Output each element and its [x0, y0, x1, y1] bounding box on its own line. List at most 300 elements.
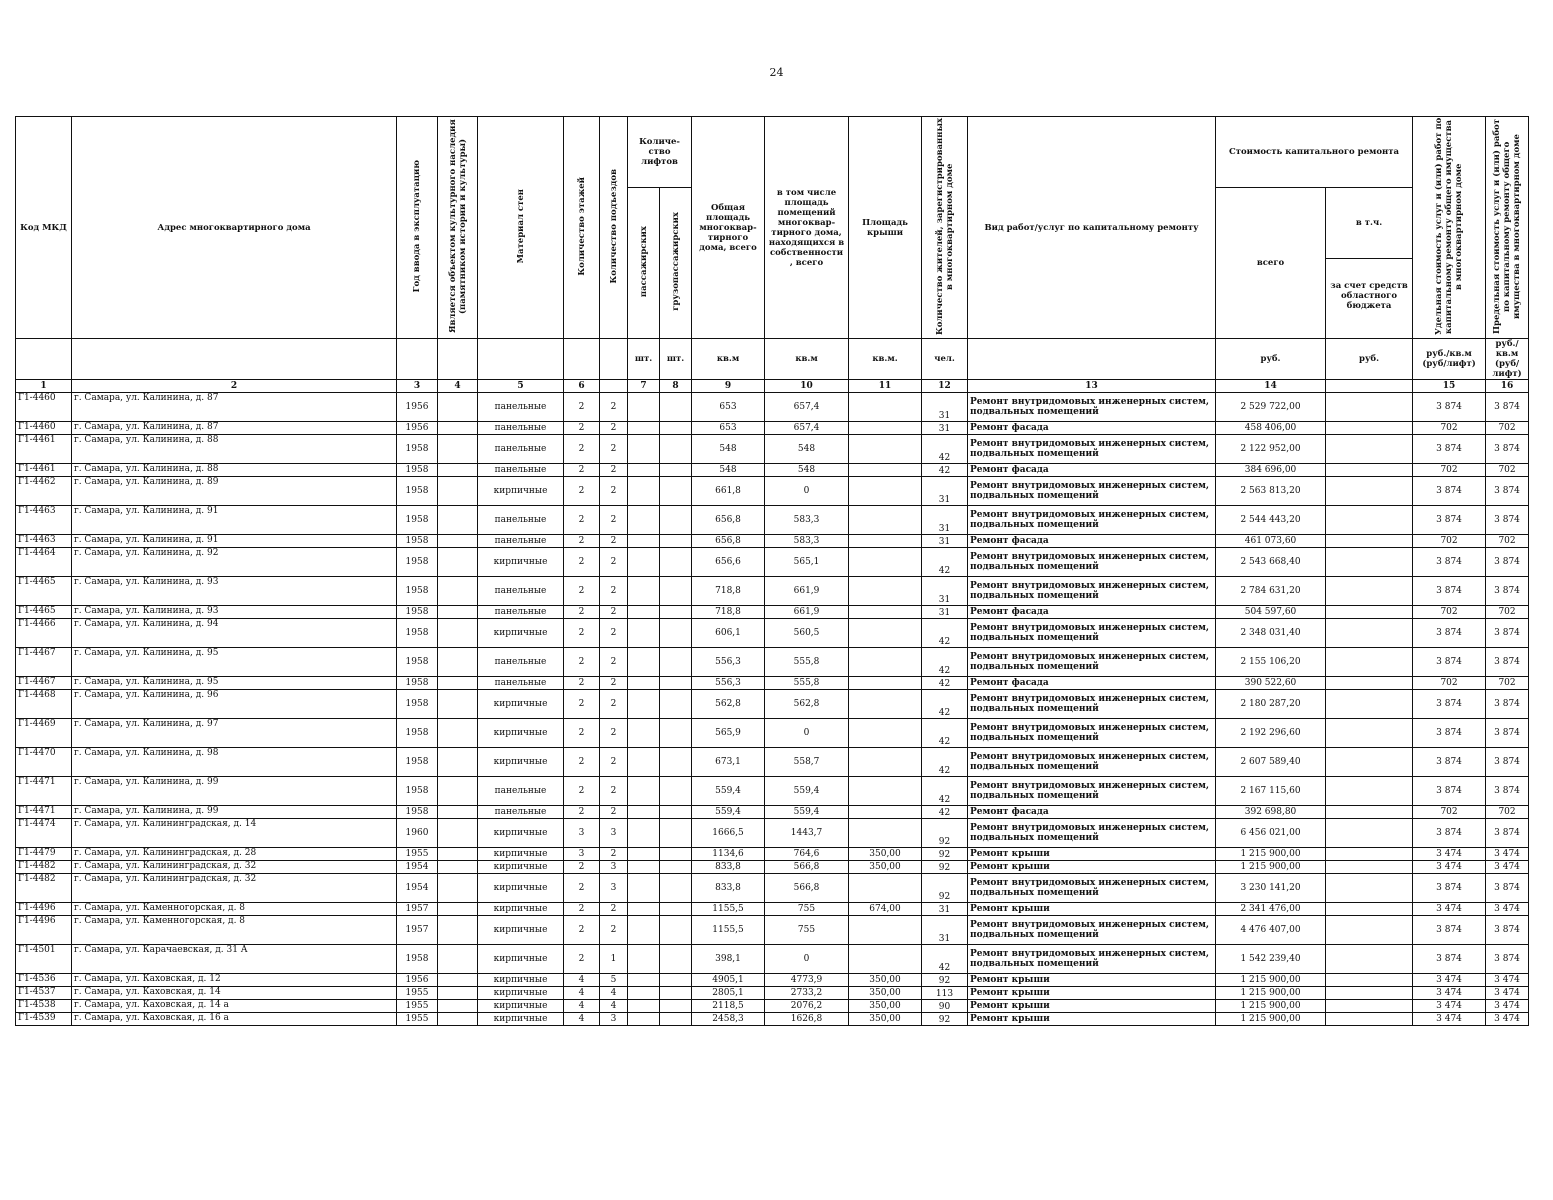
cost-total: 2 543 668,40 [1216, 548, 1326, 577]
house-address: г. Самара, ул. Калинина, д. 93 [72, 577, 397, 606]
unit-cost: 3 874 [1413, 874, 1486, 903]
owned-area: 764,6 [765, 848, 849, 861]
residents: 113 [922, 987, 968, 1000]
freight-lifts [660, 848, 692, 861]
total-area: 833,8 [692, 861, 765, 874]
cost-total: 1 215 900,00 [1216, 861, 1326, 874]
house-address: г. Самара, ул. Калинина, д. 95 [72, 677, 397, 690]
wall-material: кирпичные [478, 1013, 564, 1026]
floors: 2 [564, 945, 600, 974]
house-code: Г1-4536 [16, 974, 72, 987]
table-row [16, 903, 1529, 916]
total-area: 653 [692, 422, 765, 435]
wall-material: панельные [478, 606, 564, 619]
year-built: 1954 [397, 874, 438, 903]
table-body [16, 393, 1529, 1026]
roof-area: 350,00 [849, 1000, 922, 1013]
house-address: г. Самара, ул. Калинина, д. 97 [72, 719, 397, 748]
floors: 2 [564, 903, 600, 916]
cost-total: 4 476 407,00 [1216, 916, 1326, 945]
heritage-cell [438, 806, 478, 819]
house-address: г. Самара, ул. Каховская, д. 14 а [72, 1000, 397, 1013]
floors: 2 [564, 393, 600, 422]
residents: 42 [922, 677, 968, 690]
floors: 2 [564, 506, 600, 535]
header-unit-cost: Удельная стоимость услуг и (или) работ по капитальному ремонту общего имущества в многоквартирном доме [1434, 117, 1465, 335]
house-code: Г1-4463 [16, 535, 72, 548]
passenger-lifts [628, 648, 660, 677]
unit-owned-area: кв.м [765, 339, 849, 380]
max-cost: 702 [1486, 677, 1529, 690]
cost-total: 392 698,80 [1216, 806, 1326, 819]
entrances: 2 [600, 903, 628, 916]
cost-budget [1326, 848, 1413, 861]
work-type: Ремонт крыши [968, 1013, 1216, 1026]
heritage-cell [438, 464, 478, 477]
roof-area [849, 690, 922, 719]
owned-area: 4773,9 [765, 974, 849, 987]
cost-total: 2 167 115,60 [1216, 777, 1326, 806]
max-cost: 3 474 [1486, 1000, 1529, 1013]
house-address: г. Самара, ул. Калинина, д. 98 [72, 748, 397, 777]
year-built: 1956 [397, 974, 438, 987]
wall-material: кирпичные [478, 874, 564, 903]
freight-lifts [660, 861, 692, 874]
house-address: г. Самара, ул. Калинина, д. 89 [72, 477, 397, 506]
cost-total: 384 696,00 [1216, 464, 1326, 477]
cost-budget [1326, 861, 1413, 874]
heritage-cell [438, 1000, 478, 1013]
residents: 42 [922, 748, 968, 777]
roof-area [849, 535, 922, 548]
freight-lifts [660, 477, 692, 506]
entrances: 2 [600, 422, 628, 435]
residents: 31 [922, 393, 968, 422]
floors: 2 [564, 619, 600, 648]
unit-residents: чел. [922, 339, 968, 380]
unit-cost: 3 874 [1413, 435, 1486, 464]
total-area: 718,8 [692, 577, 765, 606]
owned-area: 657,4 [765, 422, 849, 435]
unit-cost: 3 874 [1413, 506, 1486, 535]
total-area: 548 [692, 464, 765, 477]
passenger-lifts [628, 819, 660, 848]
table-row [16, 393, 1529, 422]
total-area: 4905,1 [692, 974, 765, 987]
entrances: 2 [600, 719, 628, 748]
heritage-cell [438, 819, 478, 848]
cost-budget [1326, 677, 1413, 690]
entrances: 2 [600, 648, 628, 677]
header-entrances: Количество подъездов [608, 168, 619, 284]
cost-budget [1326, 806, 1413, 819]
roof-area [849, 819, 922, 848]
wall-material: панельные [478, 648, 564, 677]
table-row [16, 422, 1529, 435]
cost-budget [1326, 945, 1413, 974]
year-built: 1957 [397, 903, 438, 916]
house-address: г. Самара, ул. Каховская, д. 12 [72, 974, 397, 987]
house-address: г. Самара, ул. Калининградская, д. 32 [72, 861, 397, 874]
table-row [16, 606, 1529, 619]
entrances: 2 [600, 806, 628, 819]
residents: 31 [922, 535, 968, 548]
unit-passenger: шт. [628, 339, 660, 380]
cost-total: 2 529 722,00 [1216, 393, 1326, 422]
colnum: 10 [765, 380, 849, 393]
house-code: Г1-4465 [16, 606, 72, 619]
max-cost: 3 874 [1486, 874, 1529, 903]
residents: 92 [922, 861, 968, 874]
roof-area [849, 748, 922, 777]
unit-cost: 702 [1413, 422, 1486, 435]
owned-area: 555,8 [765, 677, 849, 690]
cost-budget [1326, 548, 1413, 577]
owned-area: 565,1 [765, 548, 849, 577]
unit-cost: 3 874 [1413, 719, 1486, 748]
entrances: 2 [600, 464, 628, 477]
roof-area [849, 435, 922, 464]
house-code: Г1-4538 [16, 1000, 72, 1013]
floors: 2 [564, 477, 600, 506]
year-built: 1958 [397, 619, 438, 648]
heritage-cell [438, 619, 478, 648]
house-address: г. Самара, ул. Каменногорская, д. 8 [72, 916, 397, 945]
table-row [16, 861, 1529, 874]
house-code: Г1-4482 [16, 874, 72, 903]
header-residents: Количество жителей, зарегистрированных в многоквартирном доме [934, 117, 955, 335]
max-cost: 702 [1486, 606, 1529, 619]
roof-area [849, 477, 922, 506]
heritage-cell [438, 874, 478, 903]
total-area: 2458,3 [692, 1013, 765, 1026]
year-built: 1958 [397, 777, 438, 806]
passenger-lifts [628, 916, 660, 945]
max-cost: 3 874 [1486, 477, 1529, 506]
house-address: г. Самара, ул. Калинина, д. 88 [72, 435, 397, 464]
roof-area: 674,00 [849, 903, 922, 916]
floors: 4 [564, 974, 600, 987]
table-row [16, 916, 1529, 945]
colnum: 6 [564, 380, 600, 393]
max-cost: 3 874 [1486, 690, 1529, 719]
cost-total: 504 597,60 [1216, 606, 1326, 619]
colnum [600, 380, 628, 393]
house-code: Г1-4464 [16, 548, 72, 577]
work-type: Ремонт фасада [968, 422, 1216, 435]
heritage-cell [438, 477, 478, 506]
house-code: Г1-4461 [16, 435, 72, 464]
work-type: Ремонт крыши [968, 861, 1216, 874]
year-built: 1958 [397, 945, 438, 974]
residents: 92 [922, 819, 968, 848]
floors: 2 [564, 916, 600, 945]
total-area: 656,8 [692, 506, 765, 535]
cost-budget [1326, 1000, 1413, 1013]
entrances: 2 [600, 535, 628, 548]
max-cost: 3 874 [1486, 748, 1529, 777]
residents: 31 [922, 422, 968, 435]
freight-lifts [660, 648, 692, 677]
total-area: 2805,1 [692, 987, 765, 1000]
colnum: 16 [1486, 380, 1529, 393]
table-row [16, 464, 1529, 477]
wall-material: кирпичные [478, 748, 564, 777]
owned-area: 555,8 [765, 648, 849, 677]
table-row [16, 748, 1529, 777]
colnum: 8 [660, 380, 692, 393]
passenger-lifts [628, 945, 660, 974]
entrances: 5 [600, 974, 628, 987]
max-cost: 3 874 [1486, 916, 1529, 945]
passenger-lifts [628, 435, 660, 464]
wall-material: панельные [478, 577, 564, 606]
passenger-lifts [628, 903, 660, 916]
cost-total: 2 341 476,00 [1216, 903, 1326, 916]
cost-budget [1326, 393, 1413, 422]
freight-lifts [660, 903, 692, 916]
total-area: 2118,5 [692, 1000, 765, 1013]
freight-lifts [660, 819, 692, 848]
year-built: 1958 [397, 677, 438, 690]
house-code: Г1-4466 [16, 619, 72, 648]
work-type: Ремонт внутридомовых инженерных систем, подвальных помещений [968, 748, 1216, 777]
passenger-lifts [628, 777, 660, 806]
entrances: 1 [600, 945, 628, 974]
floors: 2 [564, 435, 600, 464]
entrances: 2 [600, 677, 628, 690]
house-address: г. Самара, ул. Каховская, д. 14 [72, 987, 397, 1000]
freight-lifts [660, 1013, 692, 1026]
work-type: Ремонт внутридомовых инженерных систем, подвальных помещений [968, 548, 1216, 577]
total-area: 556,3 [692, 677, 765, 690]
wall-material: кирпичные [478, 1000, 564, 1013]
max-cost: 3 874 [1486, 393, 1529, 422]
table-row [16, 848, 1529, 861]
roof-area: 350,00 [849, 987, 922, 1000]
heritage-cell [438, 422, 478, 435]
house-code: Г1-4537 [16, 987, 72, 1000]
passenger-lifts [628, 806, 660, 819]
heritage-cell [438, 535, 478, 548]
owned-area: 661,9 [765, 606, 849, 619]
year-built: 1956 [397, 422, 438, 435]
cost-budget [1326, 777, 1413, 806]
heritage-cell [438, 903, 478, 916]
house-code: Г1-4461 [16, 464, 72, 477]
owned-area: 562,8 [765, 690, 849, 719]
total-area: 653 [692, 393, 765, 422]
residents: 42 [922, 435, 968, 464]
passenger-lifts [628, 1000, 660, 1013]
passenger-lifts [628, 422, 660, 435]
cost-budget [1326, 690, 1413, 719]
year-built: 1957 [397, 916, 438, 945]
cost-total: 2 784 631,20 [1216, 577, 1326, 606]
table-row [16, 477, 1529, 506]
max-cost: 3 874 [1486, 577, 1529, 606]
work-type: Ремонт фасада [968, 806, 1216, 819]
colnum: 15 [1413, 380, 1486, 393]
work-type: Ремонт внутридомовых инженерных систем, подвальных помещений [968, 393, 1216, 422]
floors: 4 [564, 1000, 600, 1013]
residents: 42 [922, 777, 968, 806]
colnum: 9 [692, 380, 765, 393]
freight-lifts [660, 874, 692, 903]
cost-total: 2 563 813,20 [1216, 477, 1326, 506]
freight-lifts [660, 916, 692, 945]
entrances: 2 [600, 748, 628, 777]
floors: 4 [564, 1013, 600, 1026]
roof-area [849, 422, 922, 435]
wall-material: панельные [478, 677, 564, 690]
year-built: 1958 [397, 548, 438, 577]
max-cost: 3 474 [1486, 974, 1529, 987]
unit-cost: 3 874 [1413, 748, 1486, 777]
roof-area [849, 648, 922, 677]
residents: 42 [922, 464, 968, 477]
header-freight-lifts: грузопассажирских [670, 212, 681, 311]
table-row [16, 819, 1529, 848]
header-row-1 [16, 117, 1529, 188]
passenger-lifts [628, 690, 660, 719]
roof-area [849, 577, 922, 606]
house-address: г. Самара, ул. Калинина, д. 93 [72, 606, 397, 619]
wall-material: кирпичные [478, 848, 564, 861]
unit-cost: 3 474 [1413, 848, 1486, 861]
floors: 3 [564, 819, 600, 848]
residents: 92 [922, 1013, 968, 1026]
unit-cost: 3 874 [1413, 690, 1486, 719]
house-address: г. Самара, ул. Калинина, д. 99 [72, 777, 397, 806]
entrances: 2 [600, 548, 628, 577]
roof-area [849, 945, 922, 974]
work-type: Ремонт крыши [968, 1000, 1216, 1013]
house-code: Г1-4496 [16, 903, 72, 916]
residents: 92 [922, 974, 968, 987]
cost-budget [1326, 987, 1413, 1000]
colnum: 11 [849, 380, 922, 393]
heritage-cell [438, 748, 478, 777]
owned-area: 583,3 [765, 506, 849, 535]
unit-unit-cost: руб./кв.м (руб/лифт) [1413, 339, 1486, 380]
residents: 31 [922, 577, 968, 606]
passenger-lifts [628, 719, 660, 748]
roof-area [849, 619, 922, 648]
residents: 31 [922, 916, 968, 945]
work-type: Ремонт крыши [968, 987, 1216, 1000]
cost-budget [1326, 874, 1413, 903]
total-area: 833,8 [692, 874, 765, 903]
unit-cost: 3 874 [1413, 945, 1486, 974]
residents: 31 [922, 606, 968, 619]
max-cost: 3 874 [1486, 648, 1529, 677]
owned-area: 559,4 [765, 806, 849, 819]
year-built: 1955 [397, 848, 438, 861]
table-row [16, 1013, 1529, 1026]
house-code: Г1-4482 [16, 861, 72, 874]
unit-total-area: кв.м [692, 339, 765, 380]
house-address: г. Самара, ул. Каховская, д. 16 а [72, 1013, 397, 1026]
wall-material: панельные [478, 777, 564, 806]
freight-lifts [660, 719, 692, 748]
residents: 42 [922, 719, 968, 748]
table-row [16, 974, 1529, 987]
column-numbers-row [16, 380, 1529, 393]
table-row [16, 945, 1529, 974]
total-area: 656,6 [692, 548, 765, 577]
max-cost: 3 474 [1486, 903, 1529, 916]
floors: 2 [564, 719, 600, 748]
heritage-cell [438, 435, 478, 464]
passenger-lifts [628, 848, 660, 861]
cost-budget [1326, 477, 1413, 506]
header-code: Код МКД [16, 117, 72, 339]
owned-area: 1626,8 [765, 1013, 849, 1026]
wall-material: кирпичные [478, 987, 564, 1000]
max-cost: 3 474 [1486, 861, 1529, 874]
year-built: 1960 [397, 819, 438, 848]
entrances: 3 [600, 874, 628, 903]
cost-budget [1326, 819, 1413, 848]
freight-lifts [660, 422, 692, 435]
freight-lifts [660, 506, 692, 535]
freight-lifts [660, 806, 692, 819]
work-type: Ремонт фасада [968, 677, 1216, 690]
owned-area: 755 [765, 903, 849, 916]
table-row [16, 1000, 1529, 1013]
freight-lifts [660, 619, 692, 648]
cost-budget [1326, 903, 1413, 916]
floors: 2 [564, 464, 600, 477]
house-code: Г1-4460 [16, 393, 72, 422]
year-built: 1958 [397, 477, 438, 506]
colnum: 4 [438, 380, 478, 393]
max-cost: 3 874 [1486, 619, 1529, 648]
work-type: Ремонт внутридомовых инженерных систем, подвальных помещений [968, 819, 1216, 848]
units-row [16, 339, 1529, 380]
freight-lifts [660, 548, 692, 577]
wall-material: кирпичные [478, 619, 564, 648]
cost-total: 2 607 589,40 [1216, 748, 1326, 777]
header-max-cost: Предельная стоимость услуг и (или) работ по капитальному ремонту общего имущества в многоквартирном доме [1492, 118, 1523, 334]
floors: 2 [564, 577, 600, 606]
roof-area: 350,00 [849, 861, 922, 874]
roof-area [849, 606, 922, 619]
entrances: 2 [600, 435, 628, 464]
cost-total: 1 542 239,40 [1216, 945, 1326, 974]
cost-budget [1326, 1013, 1413, 1026]
year-built: 1955 [397, 1013, 438, 1026]
passenger-lifts [628, 548, 660, 577]
total-area: 1155,5 [692, 916, 765, 945]
passenger-lifts [628, 506, 660, 535]
colnum: 2 [72, 380, 397, 393]
work-type: Ремонт фасада [968, 464, 1216, 477]
total-area: 661,8 [692, 477, 765, 506]
roof-area [849, 548, 922, 577]
entrances: 2 [600, 916, 628, 945]
house-code: Г1-4471 [16, 777, 72, 806]
year-built: 1955 [397, 1000, 438, 1013]
freight-lifts [660, 577, 692, 606]
wall-material: панельные [478, 464, 564, 477]
table-row [16, 806, 1529, 819]
passenger-lifts [628, 619, 660, 648]
cost-total: 461 073,60 [1216, 535, 1326, 548]
freight-lifts [660, 535, 692, 548]
header-heritage: Является объектом культурного наследия (памятником истории и культуры) [447, 119, 468, 333]
